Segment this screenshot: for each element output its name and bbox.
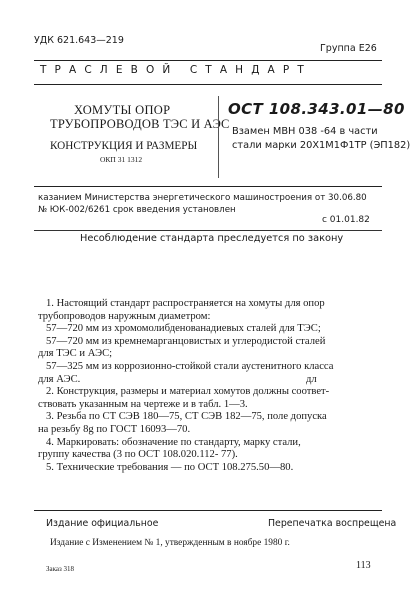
page-number: 113	[356, 560, 371, 571]
body-text	[38, 298, 376, 474]
edition-note: Издание с Изменением № 1, утвержденным в ноябре 1980 г.	[50, 538, 290, 548]
text-line: на резьбу 8g по ГОСТ 16093—70.	[38, 423, 191, 435]
title-divider	[218, 96, 219, 178]
text-fragment: для АЭС.	[38, 373, 81, 385]
official-edition-label: Издание официальное	[46, 518, 159, 529]
paragraph-6	[38, 462, 376, 475]
margin-note: дл	[306, 373, 317, 385]
text-line: 3. Резьба по СТ СЭВ 180—75, СТ СЭВ 182—75, поле допуска	[46, 411, 327, 423]
text-line: 2. Конструкция, размеры и материал хомутов должны соответ-	[46, 386, 330, 398]
standard-banner: Т Р А С Л Е В О Й С Т А Н Д А Р Т	[40, 64, 307, 76]
order-bottom-rule	[34, 230, 382, 231]
text-line: 5. Технические требования — по ОСТ 108.275.50—80.	[46, 461, 294, 473]
text-line: 57—720 мм из хромомолибденованадиевых сталей для ТЭС;	[46, 323, 321, 335]
text-line: трубопроводов наружным диаметром:	[38, 310, 211, 322]
paragraph-1	[38, 298, 376, 323]
order-line-2: № ЮК-002/6261 срок введения установлен	[38, 205, 236, 215]
order-top-rule	[34, 186, 382, 187]
top-rule	[34, 60, 382, 61]
replaces-line-2: стали марки 20Х1М1Ф1ТР (ЭП182)	[232, 140, 411, 151]
legal-notice: Несоблюдение стандарта преследуется по закону	[80, 233, 344, 244]
paragraph-3	[38, 386, 376, 411]
order-line-1: казанием Министерства энергетического машиностроения от 30.06.80	[38, 193, 367, 203]
paragraph-5	[38, 437, 376, 462]
order-effective-date: с 01.01.82	[322, 215, 370, 225]
reprint-prohibited-label: Перепечатка воспрещена	[268, 518, 397, 529]
footer-rule	[34, 510, 382, 511]
text-line: 1. Настоящий стандарт распространяется на хомуты для опор	[46, 298, 325, 309]
text-line: для ТЭС и АЭС;	[38, 348, 113, 360]
udk-code: УДК 621.643—219	[34, 35, 124, 46]
standard-designation: ОСТ 108.343.01—80	[228, 100, 405, 118]
text-line: ствовать указанным на чертеже и в табл. 1—3.	[38, 398, 248, 410]
paragraph-4	[38, 411, 376, 436]
subtitle: КОНСТРУКЦИЯ И РАЗМЕРЫ	[50, 140, 198, 152]
text-line: 4. Маркировать: обозначение по стандарту, марку стали,	[46, 436, 301, 448]
text-line	[38, 374, 376, 387]
paragraph-2	[38, 323, 376, 386]
text-line: 57—325 мм из коррозионно-стойкой стали аустенитного класса	[46, 360, 334, 372]
okp-code: ОКП 31 1312	[100, 155, 143, 164]
text-line: группу качества (3 по ОСТ 108.020.112- 77).	[38, 449, 238, 461]
replaces-line-1: Взамен МВН 038 -64 в части	[232, 126, 378, 137]
order-number: Заказ 318	[46, 565, 75, 573]
banner-rule	[34, 84, 382, 85]
title-line-2: ТРУБОПРОВОДОВ ТЭС И АЭС	[50, 117, 230, 131]
group-label: Группа Е26	[320, 43, 377, 54]
title-line-1: ХОМУТЫ ОПОР	[74, 103, 171, 117]
text-line: 57—720 мм из кремнемарганцовистых и углеродистой сталей	[46, 335, 326, 347]
